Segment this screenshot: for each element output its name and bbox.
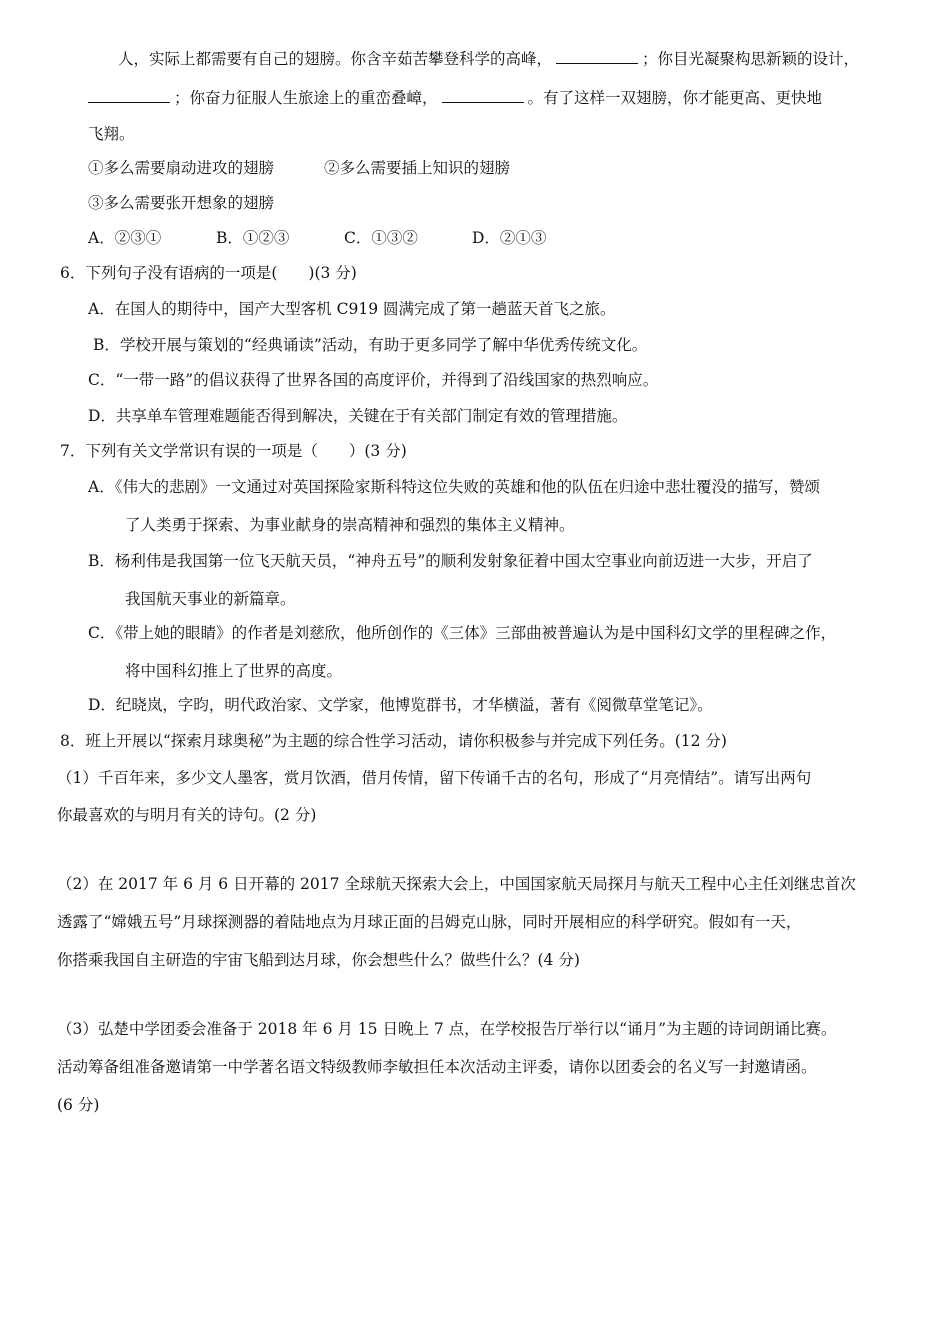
q5-option-b[interactable]: B．①②③ <box>216 229 290 247</box>
q8-part1-line1: （1）千百年来，多少文人墨客，赏月饮酒，借月传情，留下传诵千古的名句，形成了“月亮情结”。请写出两句 <box>57 769 812 787</box>
q7-option-c-cont: 将中国科幻推上了世界的高度。 <box>125 662 343 680</box>
q5-option-a[interactable]: A．②③① <box>88 229 162 247</box>
q6-option-b[interactable]: B．学校开展与策划的“经典诵读”活动，有助于更多同学了解中华优秀传统文化。 <box>93 336 648 354</box>
q7-option-b-cont: 我国航天事业的新篇章。 <box>125 590 296 608</box>
q5-text: ；你目光凝聚构思新颖的设计， <box>642 50 860 68</box>
q5-item-2: ②多么需要插上知识的翅膀 <box>324 159 511 177</box>
q5-items-row <box>88 158 510 178</box>
q6-option-a[interactable]: A．在国人的期待中，国产大型客机 C919 圆满完成了第一趟蓝天首飞之旅。 <box>88 300 616 318</box>
q5-option-d[interactable]: D．②①③ <box>472 229 547 247</box>
q6-option-d[interactable]: D．共享单车管理难题能否得到解决，关键在于有关部门制定有效的管理措施。 <box>88 407 628 425</box>
fill-blank-3[interactable] <box>442 88 524 103</box>
q8-part1-line2: 你最喜欢的与明月有关的诗句。(2 分) <box>57 806 317 824</box>
q7-stem: 7．下列有关文学常识有误的一项是（ ）(3 分) <box>60 442 407 460</box>
q6-option-c[interactable]: C．“一带一路”的倡议获得了世界各国的高度评价，并得到了沿线国家的热烈响应。 <box>88 371 659 389</box>
q8-stem: 8．班上开展以“探索月球奥秘”为主题的综合性学习活动，请你积极参与并完成下列任务。(12 分) <box>60 732 727 750</box>
q5-options <box>88 228 546 248</box>
fill-blank-2[interactable] <box>88 88 170 103</box>
q7-option-a-cont: 了人类勇于探索、为事业献身的崇高精神和强烈的集体主义精神。 <box>125 516 575 534</box>
q8-part2-line3: 你搭乘我国自主研造的宇宙飞船到达月球，你会想些什么？做些什么？(4 分) <box>57 951 580 969</box>
fill-blank-1[interactable] <box>556 49 638 64</box>
q5-line2 <box>88 88 822 108</box>
q7-option-d[interactable]: D．纪晓岚，字昀，明代政治家、文学家，他博览群书，才华横溢，著有《阅微草堂笔记》。 <box>88 696 713 714</box>
q8-part2-line2: 透露了“嫦娥五号”月球探测器的着陆地点为月球正面的吕姆克山脉，同时开展相应的科学研究。假如有一天， <box>57 913 802 931</box>
q5-text: ；你奋力征服人生旅途上的重峦叠嶂， <box>174 89 438 107</box>
q6-stem: 6．下列句子没有语病的一项是( )(3 分) <box>60 264 357 282</box>
q8-part3-line3: (6 分) <box>57 1096 100 1114</box>
q8-part3-line2: 活动筹备组准备邀请第一中学著名语文特级教师李敏担任本次活动主评委，请你以团委会的名义写一封邀请函。 <box>57 1058 817 1076</box>
q5-line1 <box>118 49 859 69</box>
q8-part3-line1: （3）弘楚中学团委会准备于 2018 年 6 月 15 日晚上 7 点，在学校报告厅举行以“诵月”为主题的诗词朗诵比赛。 <box>57 1020 837 1038</box>
q5-text: 。有了这样一双翅膀，你才能更高、更快地 <box>527 89 823 107</box>
q5-item-1: ①多么需要扇动进攻的翅膀 <box>88 159 275 177</box>
q5-line3: 飞翔。 <box>88 125 135 143</box>
q8-part2-line1: （2）在 2017 年 6 月 6 日开幕的 2017 全球航天探索大会上，中国国家航天局探月与航天工程中心主任刘继忠首次 <box>57 875 856 893</box>
q5-item-3: ③多么需要张开想象的翅膀 <box>88 194 275 212</box>
q7-option-a[interactable]: A．《伟大的悲剧》一文通过对英国探险家斯科特这位失败的英雄和他的队伍在归途中悲壮覆没的描写，赞颂 <box>88 478 820 496</box>
q7-option-b[interactable]: B．杨利伟是我国第一位飞天航天员，“神舟五号”的顺利发射象征着中国太空事业向前迈进一大步，开启了 <box>88 552 813 570</box>
q5-text: 人，实际上都需要有自己的翅膀。你含辛茹苦攀登科学的高峰， <box>118 50 553 68</box>
q5-option-c[interactable]: C．①③② <box>344 229 418 247</box>
q7-option-c[interactable]: C．《带上她的眼睛》的作者是刘慈欣，他所创作的《三体》三部曲被普遍认为是中国科幻文学的里程碑之作， <box>88 624 837 642</box>
